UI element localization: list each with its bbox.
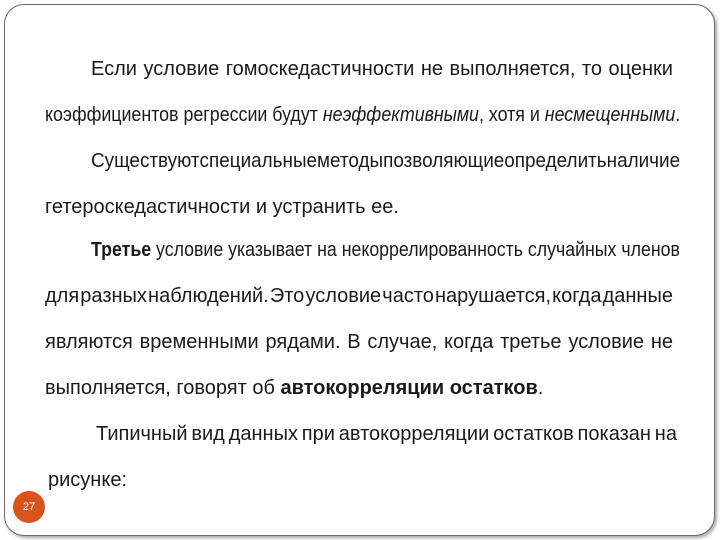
paragraph-4-line-1-word-2: данных [228,423,298,445]
p4l2-seg0: рисунке: [48,469,127,491]
paragraph-3-line-2-word-2: наблюдений. [148,285,269,307]
paragraph-3-line-2-word-3: Это [269,285,305,307]
paragraph-3-line-2-word-0: для [45,285,80,307]
paragraph-3-line-3-word-6: третье [500,331,562,353]
paragraph-3-line-2-word-4: условие [305,285,382,307]
paragraph-3-line-3-word-8: не [650,331,673,353]
paragraph-1-line-2 [45,103,680,127]
paragraph-2-line-1-word-5: наличие [606,150,681,172]
paragraph-2-line-1-word-2: методы [317,150,384,172]
paragraph-2-line-1 [91,149,681,173]
paragraph-3-line-2-word-8: данные [602,285,673,307]
p1l2-seg2: , хотя и [478,104,545,126]
paragraph-1-line-1-word-1: условие [143,58,220,80]
p3l1-seg0: Третье [91,239,152,261]
paragraph-1-line-1-word-5: то [581,58,602,80]
p3l4-seg2: . [537,377,544,399]
paragraph-3-line-3-word-7: условие [568,331,645,353]
paragraph-3-line-3-word-1: временными [139,331,259,353]
paragraph-3-line-2-word-1: разных [80,285,147,307]
paragraph-4-line-1 [96,422,677,446]
paragraph-4-line-1-word-5: остатков [493,423,574,445]
paragraph-3-line-2-word-6: нарушается, [435,285,552,307]
paragraph-2-line-1-word-3: позволяющие [383,150,505,172]
paragraph-4-line-1-word-7: на [654,423,677,445]
paragraph-3-line-3 [45,330,673,354]
paragraph-2-line-1-word-4: определить [504,150,607,172]
paragraph-1-line-1-word-3: не [420,58,444,80]
p1l2-seg0: коэффициентов регрессии будут [45,104,323,126]
slide-frame [4,4,715,536]
paragraph-2-line-2 [45,195,399,219]
p2l2-seg0: гетероскедастичности и устранить ее. [45,196,399,218]
paragraph-3-line-2 [45,284,673,308]
paragraph-3-line-3-word-0: являются [45,331,133,353]
p3l4-seg1: автокорреляции остатков [280,377,538,399]
paragraph-1-line-1-word-4: выполняется, [449,58,576,80]
paragraph-2-line-1-word-1: специальные [199,150,318,172]
page-number-badge: 27 [13,491,45,523]
p3l4-seg0: выполняется, говорят об [45,377,281,399]
paragraph-4-line-1-word-6: показан [577,423,651,445]
paragraph-3-line-3-word-2: рядами. [265,331,341,353]
paragraph-3-line-1 [91,238,680,262]
paragraph-4-line-1-word-3: при [301,423,335,445]
paragraph-1-line-1-word-2: гомоскедастичности [225,58,415,80]
paragraph-2-line-1-word-0: Существуют [91,150,200,172]
paragraph-4-line-1-word-1: вид [191,423,225,445]
paragraph-4-line-2 [48,468,127,492]
paragraph-1-line-1-word-0: Если [91,58,137,80]
paragraph-3-line-3-word-4: случае, [367,331,438,353]
p1l2-seg1: неэффективными [322,104,479,126]
p1l2-seg3: несмещенными [544,104,676,126]
paragraph-1-line-1-word-6: оценки [608,58,673,80]
paragraph-3-line-2-word-5: часто [382,285,434,307]
p1l2-seg4: . [675,104,681,126]
paragraph-1-line-1 [91,57,673,81]
p3l1-seg1: условие указывает на некоррелированность случайных членов [151,239,680,261]
paragraph-3-line-2-word-7: когда [552,285,602,307]
paragraph-4-line-1-word-4: автокорреляции [338,423,490,445]
paragraph-3-line-3-word-3: В [347,331,361,353]
paragraph-4-line-1-word-0: Типичный [96,423,188,445]
paragraph-3-line-4 [45,376,543,400]
paragraph-3-line-3-word-5: когда [444,331,494,353]
